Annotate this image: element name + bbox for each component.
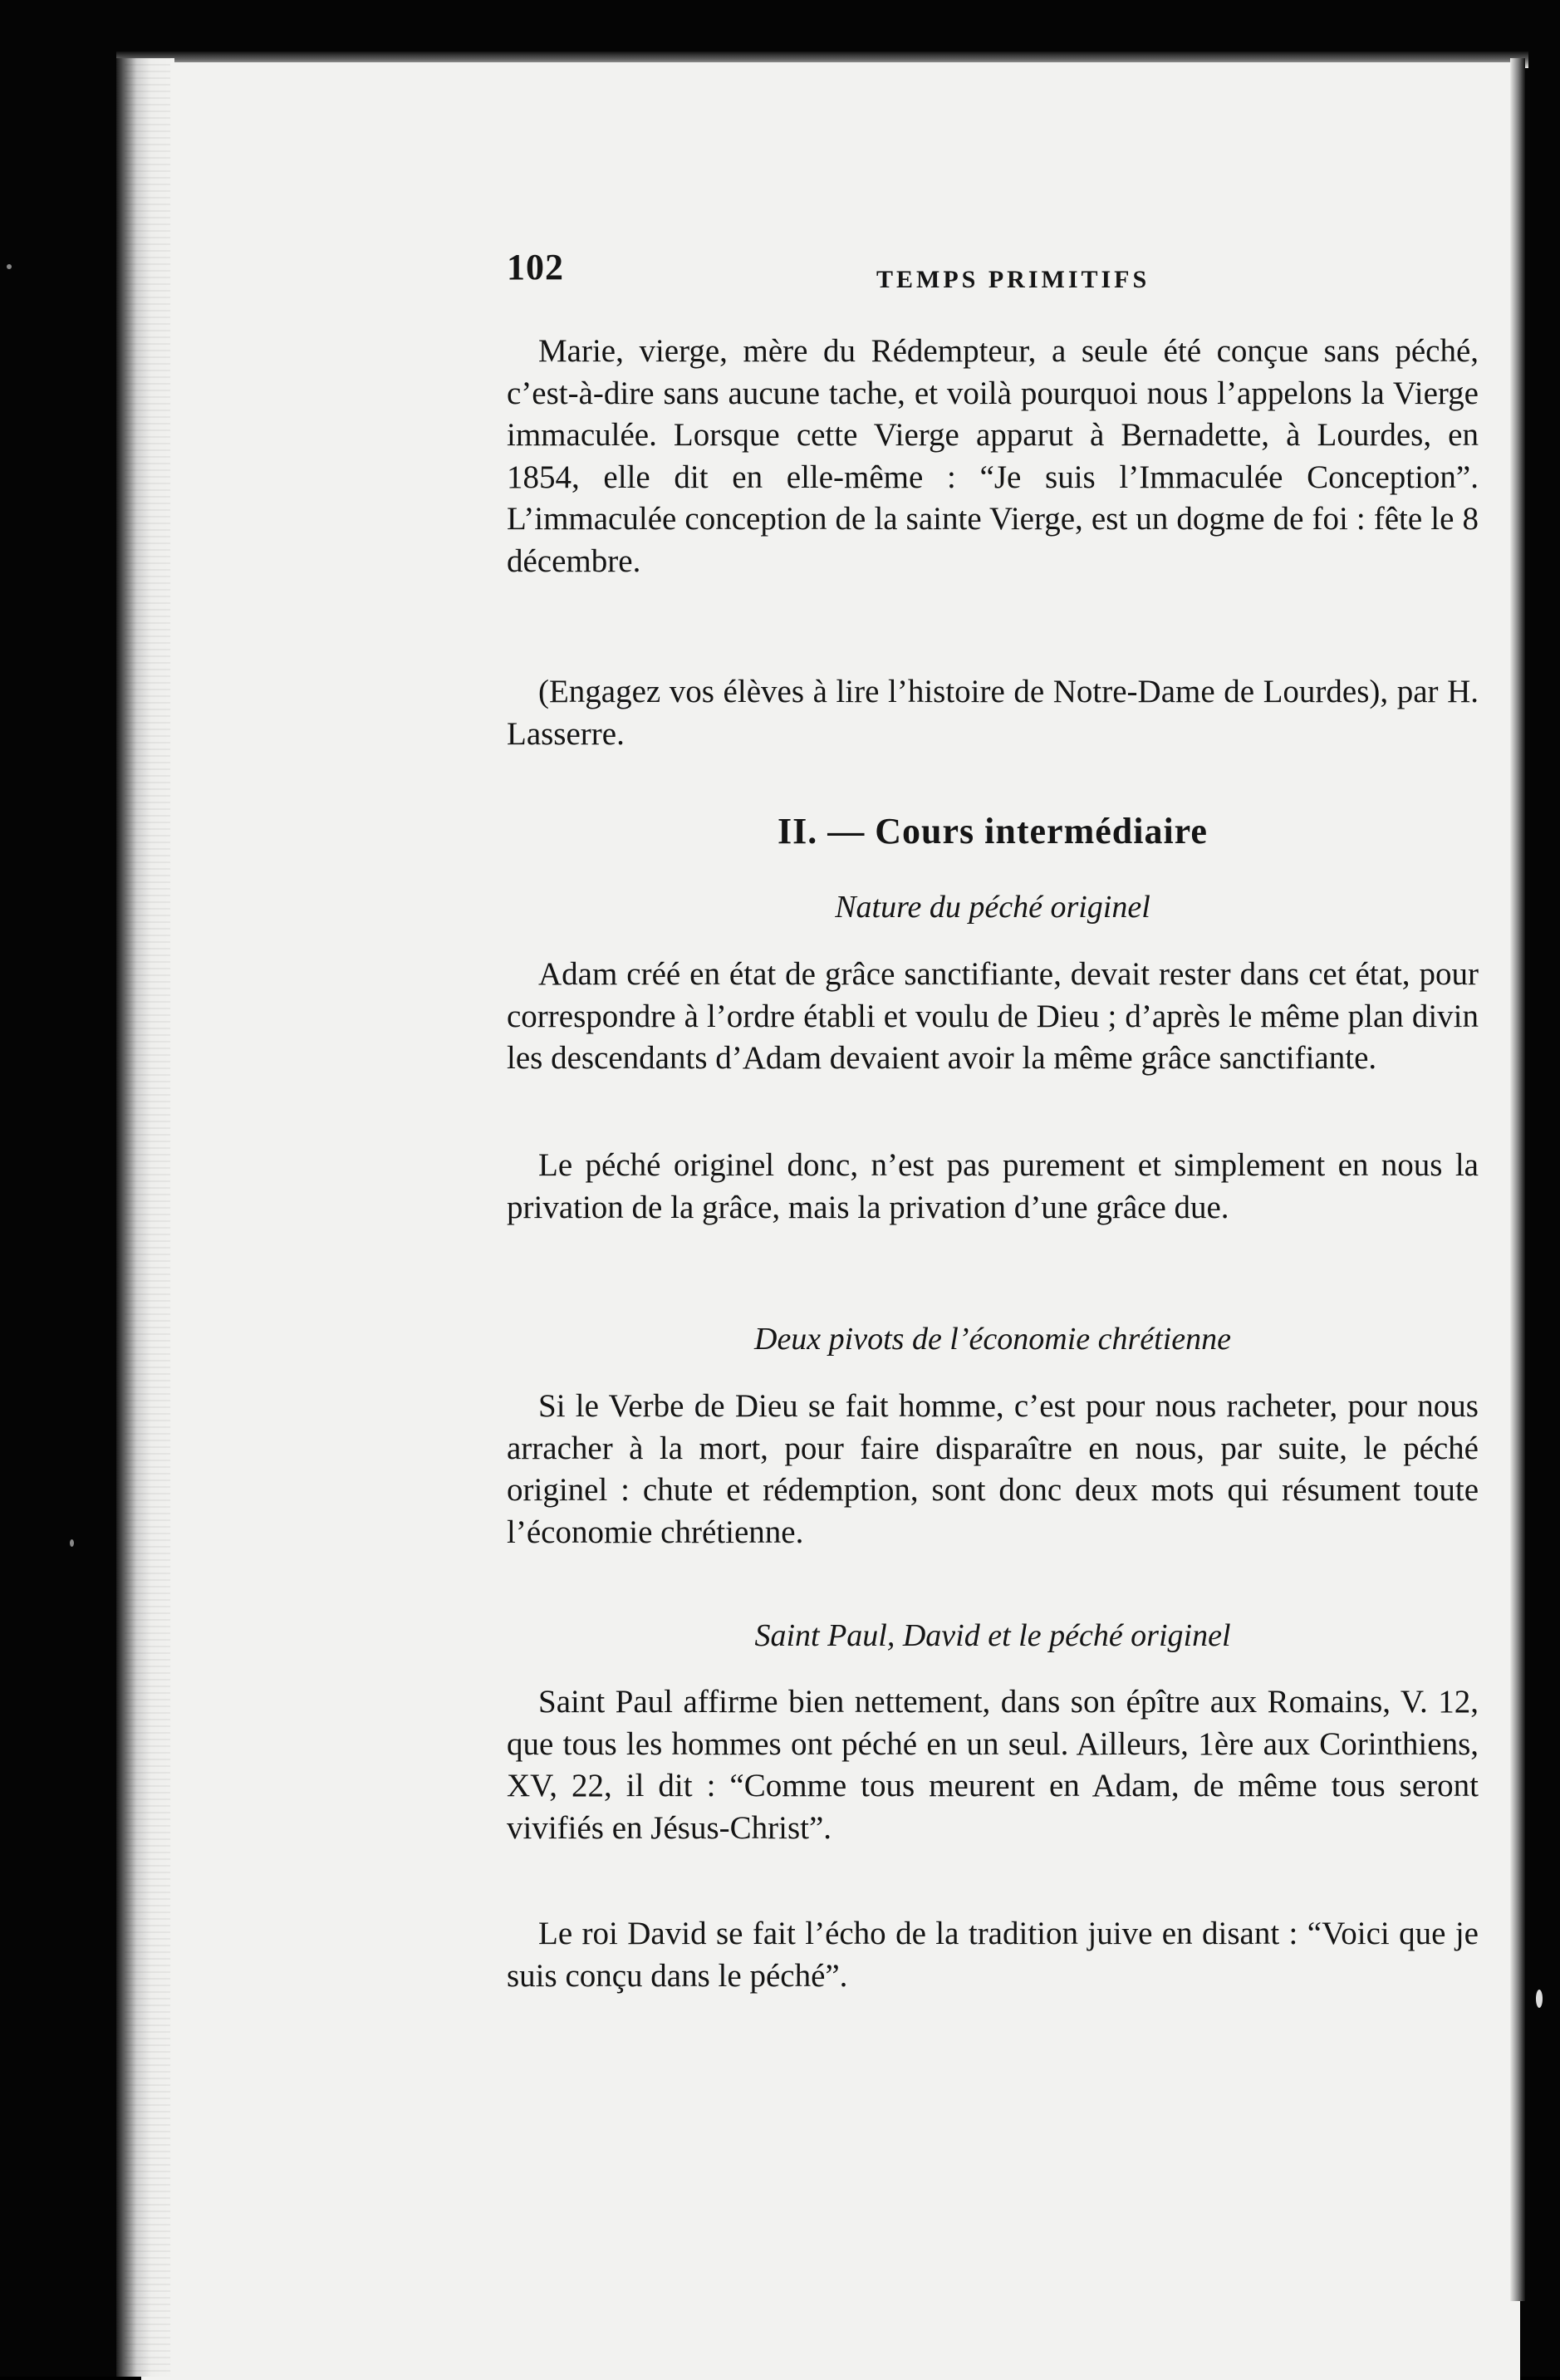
paragraph-verbe: Si le Verbe de Dieu se fait homme, c’est pour nous racheter, pour nous arracher à la mort, pour faire disparaître en nous, par suite, le péché originel : chute et rédemption, sont donc deux mots qui résument toute l’économie chrétienne. [507, 1388, 1479, 1550]
gutter-texture [125, 58, 170, 2377]
paragraph-saint-paul: Saint Paul affirme bien nettement, dans son épître aux Romains, V. 12, que tous les hommes ont péché en un seul. Ailleurs, 1ère aux Corinthiens, XV, 22, il dit : “Comme tous meurent en Adam, de même tous seront vivifiés en Jésus-Christ”. [507, 1684, 1479, 1846]
page-header [507, 246, 1479, 296]
scan-speck [7, 264, 12, 269]
subheading-deux-pivots: Deux pivots de l’économie chrétienne [754, 1322, 1231, 1357]
subheading-nature-peche: Nature du péché originel [835, 890, 1150, 925]
scan-speck [70, 1539, 74, 1547]
paragraph-adam: Adam créé en état de grâce sanctifiante, devait rester dans cet état, pour correspondre à l’ordre établi et voulu de Dieu ; d’après le même plan divin les descendants d’Adam devaient avoir la même grâce sanctifiante. [507, 956, 1479, 1076]
paragraph-david: Le roi David se fait l’écho de la tradition juive en disant : “Voici que je suis conçu dans le péché”. [507, 1916, 1479, 1994]
paragraph-peche-originel: Le péché originel donc, n’est pas purement et simplement en nous la privation de la grâce, mais la privation d’une grâce due. [507, 1147, 1479, 1225]
page-right-edge [1510, 58, 1525, 2301]
scan-speck [1536, 1990, 1543, 2008]
subheading-saint-paul: Saint Paul, David et le péché originel [754, 1618, 1231, 1653]
page-number: 102 [507, 247, 564, 287]
paragraph-marie: Marie, vierge, mère du Rédempteur, a seule été conçue sans péché, c’est-à-dire sans aucune tache, et voilà pourquoi nous l’appelons la Vierge immaculée. Lorsque cette Vierge apparut à Bernadette, à Lourdes, en 1854, elle dit en elle-même : “Je suis l’Immaculée Conception”. L’immaculée conception de la sainte Vierge, est un dogme de foi : fête le 8 décembre. [507, 333, 1479, 579]
section-heading: II. — Cours intermédiaire [778, 811, 1208, 851]
paragraph-engagez: (Engagez vos élèves à lire l’histoire de Notre-Dame de Lourdes), par H. Lasserre. [507, 674, 1479, 752]
running-head: TEMPS PRIMITIFS [876, 266, 1150, 293]
